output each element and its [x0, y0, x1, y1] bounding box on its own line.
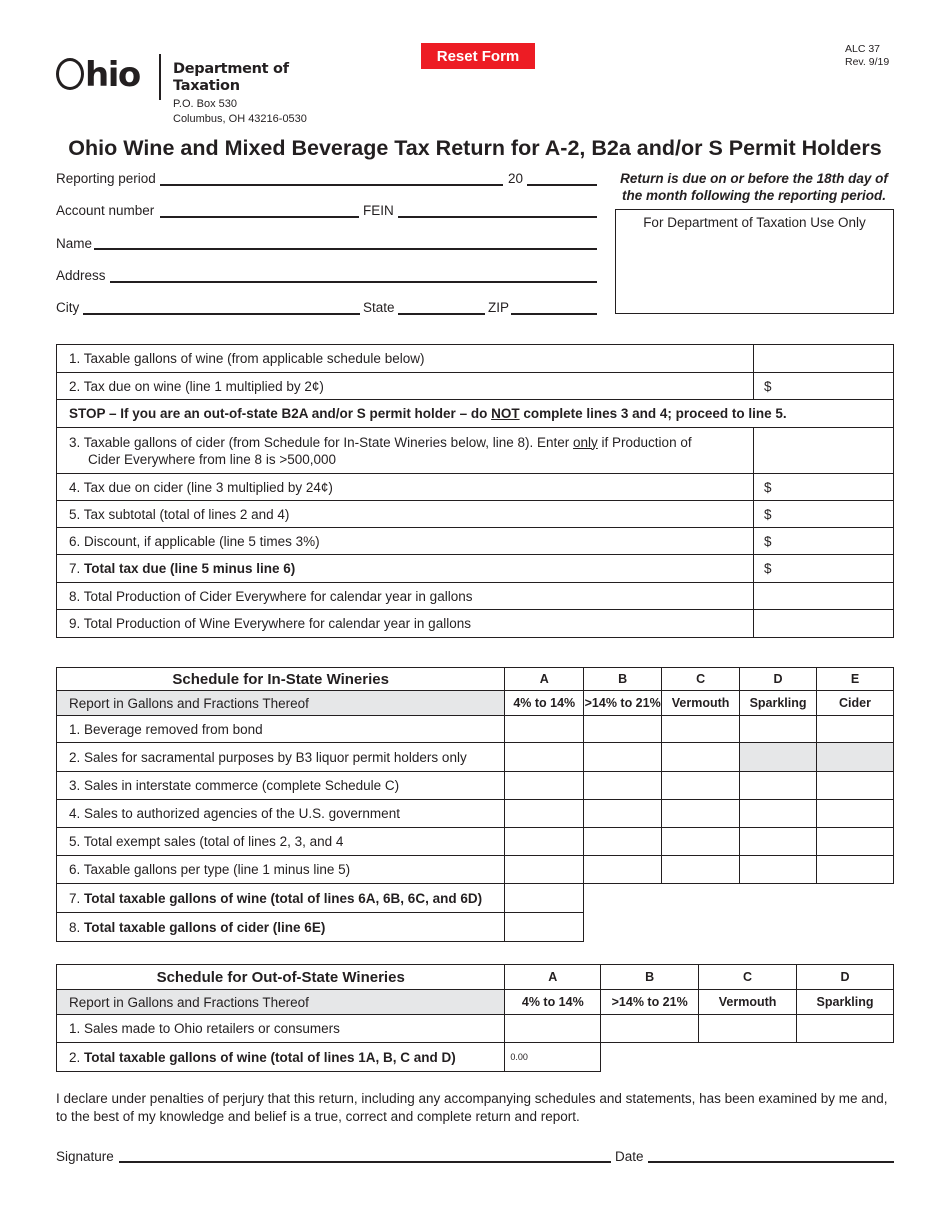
- line-2-row: [57, 373, 894, 400]
- account-number-label: Account number: [56, 203, 155, 218]
- instate-cell-1b[interactable]: [584, 716, 662, 743]
- outstate-schedule-table: [56, 964, 894, 1072]
- instate-cell-1a[interactable]: [505, 716, 584, 743]
- line-6-row: [57, 528, 894, 555]
- instate-cell-5c[interactable]: [662, 828, 740, 856]
- instate-cell-5d[interactable]: [740, 828, 817, 856]
- instate-row-8-label: 8. Total taxable gallons of cider (line 6E): [57, 913, 505, 942]
- instate-cell-4a[interactable]: [505, 800, 584, 828]
- ohio-logo-o-icon: [56, 58, 84, 90]
- instate-cell-3c[interactable]: [662, 772, 740, 800]
- instate-row-7-label: 7. Total taxable gallons of wine (total of lines 6A, 6B, 6C, and 6D): [57, 884, 505, 913]
- form-number: ALC 37 Rev. 9/19: [845, 43, 890, 68]
- outstate-title: Schedule for Out-of-State Wineries: [57, 965, 505, 990]
- reporting-period-field[interactable]: [160, 184, 503, 186]
- signature-field[interactable]: [119, 1161, 611, 1163]
- instate-cell-1e[interactable]: [817, 716, 894, 743]
- instate-subheader-row: [57, 691, 894, 716]
- instate-cell-4c[interactable]: [662, 800, 740, 828]
- instate-cell-3d[interactable]: [740, 772, 817, 800]
- line-4-label: 4. Tax due on cider (line 3 multiplied by 24¢): [57, 474, 754, 501]
- instate-cell-8a[interactable]: [505, 913, 584, 942]
- address-field[interactable]: [110, 281, 597, 283]
- date-label: Date: [615, 1149, 644, 1164]
- instate-row-label: 4. Sales to authorized agencies of the U.S. government: [57, 800, 505, 828]
- dollar-sign: $: [764, 506, 772, 522]
- due-date-notice: Return is due on or before the 18th day of the month following the reporting period.: [620, 171, 888, 203]
- outstate-cell-1a[interactable]: [505, 1015, 601, 1043]
- reset-form-button[interactable]: Reset Form: [421, 43, 535, 69]
- reporting-period-label: Reporting period: [56, 171, 156, 186]
- instate-cell-4b[interactable]: [584, 800, 662, 828]
- instate-cell-3a[interactable]: [505, 772, 584, 800]
- department-name: Department of Taxation: [173, 61, 289, 94]
- name-field[interactable]: [94, 248, 597, 250]
- line-5-input[interactable]: [754, 501, 894, 528]
- instate-cell-5a[interactable]: [505, 828, 584, 856]
- name-label: Name: [56, 236, 93, 251]
- instate-cell-6d[interactable]: [740, 856, 817, 884]
- instate-col-letter: B: [584, 668, 662, 691]
- perjury-declaration: I declare under penalties of perjury that this return, including any accompanying schedules and statements, has been examined by me and, to the best of my knowledge and belief is a true, correct and complete return and report.: [56, 1091, 888, 1124]
- line-2-label: 2. Tax due on wine (line 1 multiplied by 2¢): [57, 373, 754, 400]
- outstate-col-label: Vermouth: [699, 990, 797, 1015]
- line-6-label: 6. Discount, if applicable (line 5 times 3%): [57, 528, 754, 555]
- zip-label: ZIP: [488, 300, 510, 315]
- logo-divider: [159, 54, 161, 100]
- outstate-total-value[interactable]: 0.00: [505, 1043, 601, 1072]
- city-label: City: [56, 300, 80, 315]
- line-9-label: 9. Total Production of Wine Everywhere for calendar year in gallons: [57, 610, 754, 638]
- instate-col-label: Vermouth: [662, 691, 740, 716]
- stop-instruction-row: [57, 400, 894, 428]
- line-6-input[interactable]: [754, 528, 894, 555]
- dollar-sign: $: [764, 479, 772, 495]
- instate-row-5: [57, 828, 894, 856]
- instate-cell-5e[interactable]: [817, 828, 894, 856]
- line-8-row: [57, 583, 894, 610]
- instate-col-letter: E: [817, 668, 894, 691]
- instate-cell-1c[interactable]: [662, 716, 740, 743]
- line-7-input[interactable]: [754, 555, 894, 583]
- instate-cell-2d-disabled: [740, 743, 817, 772]
- line-3-label: 3. Taxable gallons of cider (from Schedule for In-State Wineries below, line 8). Enter only if Production of Cider Everywhere from line 8 is >500,000: [57, 428, 754, 474]
- date-field[interactable]: [648, 1161, 894, 1163]
- instate-cell-1d[interactable]: [740, 716, 817, 743]
- line-1-label: 1. Taxable gallons of wine (from applicable schedule below): [57, 345, 754, 373]
- instate-row-1: [57, 716, 894, 743]
- outstate-row-1: [57, 1015, 894, 1043]
- city-field[interactable]: [83, 313, 360, 315]
- instate-col-label: Cider: [817, 691, 894, 716]
- line-7-label: 7. Total tax due (line 5 minus line 6): [57, 555, 754, 583]
- line-3-input[interactable]: [754, 428, 894, 474]
- instate-cell-3b[interactable]: [584, 772, 662, 800]
- outstate-header-row: [57, 965, 894, 990]
- instate-title: Schedule for In-State Wineries: [57, 668, 505, 691]
- instate-cell-6b[interactable]: [584, 856, 662, 884]
- account-number-field[interactable]: [160, 216, 359, 218]
- line-5-label: 5. Tax subtotal (total of lines 2 and 4): [57, 501, 754, 528]
- line-4-row: [57, 474, 894, 501]
- stop-instruction: STOP – If you are an out-of-state B2A and/or S permit holder – do NOT complete lines 3 and 4; proceed to line 5.: [57, 400, 894, 428]
- instate-cell-7a[interactable]: [505, 884, 584, 913]
- line-8-input[interactable]: [754, 583, 894, 610]
- instate-schedule-table: [56, 667, 894, 942]
- line-1-row: [57, 345, 894, 373]
- instate-cell-2c[interactable]: [662, 743, 740, 772]
- instate-row-3: [57, 772, 894, 800]
- line-7-row: [57, 555, 894, 583]
- instate-row-8: [57, 913, 894, 942]
- instate-cell-3e[interactable]: [817, 772, 894, 800]
- instate-subtitle: Report in Gallons and Fractions Thereof: [57, 691, 505, 716]
- outstate-col-letter: C: [699, 965, 797, 990]
- return-lines-table: [56, 344, 894, 638]
- year-prefix-label: 20: [508, 171, 524, 186]
- state-label: State: [363, 300, 395, 315]
- outstate-cell-1d[interactable]: [797, 1015, 894, 1043]
- instate-row-7: [57, 884, 894, 913]
- dollar-sign: $: [764, 533, 772, 549]
- reporting-year-field[interactable]: [527, 184, 597, 186]
- instate-col-label: 4% to 14%: [505, 691, 584, 716]
- instate-cell-5b[interactable]: [584, 828, 662, 856]
- outstate-row-1-label: 1. Sales made to Ohio retailers or consumers: [57, 1015, 505, 1043]
- outstate-cell-1b[interactable]: [601, 1015, 699, 1043]
- instate-row-6: [57, 856, 894, 884]
- instate-col-label: Sparkling: [740, 691, 817, 716]
- instate-row-label: 1. Beverage removed from bond: [57, 716, 505, 743]
- dollar-sign: $: [764, 561, 772, 576]
- outstate-col-letter: B: [601, 965, 699, 990]
- line-5-row: [57, 501, 894, 528]
- outstate-col-label: Sparkling: [797, 990, 894, 1015]
- instate-row-label: 3. Sales in interstate commerce (complete Schedule C): [57, 772, 505, 800]
- instate-cell-2b[interactable]: [584, 743, 662, 772]
- fein-field[interactable]: [398, 216, 597, 218]
- outstate-subheader-row: [57, 990, 894, 1015]
- address-label: Address: [56, 268, 106, 283]
- outstate-col-label: 4% to 14%: [505, 990, 601, 1015]
- outstate-row-2-label: 2. Total taxable gallons of wine (total of lines 1A, B, C and D): [57, 1043, 505, 1072]
- instate-col-letter: A: [505, 668, 584, 691]
- office-use-box: For Department of Taxation Use Only: [615, 209, 894, 314]
- instate-row-4: [57, 800, 894, 828]
- line-9-input[interactable]: [754, 610, 894, 638]
- instate-cell-2a[interactable]: [505, 743, 584, 772]
- state-field[interactable]: [398, 313, 485, 315]
- ohio-logo: [56, 55, 140, 95]
- instate-header-row: [57, 668, 894, 691]
- line-8-label: 8. Total Production of Cider Everywhere for calendar year in gallons: [57, 583, 754, 610]
- outstate-cell-1c[interactable]: [699, 1015, 797, 1043]
- outstate-col-letter: A: [505, 965, 601, 990]
- line-1-input[interactable]: [754, 345, 894, 373]
- outstate-col-letter: D: [797, 965, 894, 990]
- instate-row-2: [57, 743, 894, 772]
- outstate-subtitle: Report in Gallons and Fractions Thereof: [57, 990, 505, 1015]
- instate-col-letter: D: [740, 668, 817, 691]
- line-4-input[interactable]: [754, 474, 894, 501]
- line-2-input[interactable]: [754, 373, 894, 400]
- instate-cell-4e[interactable]: [817, 800, 894, 828]
- instate-cell-6c[interactable]: [662, 856, 740, 884]
- zip-field[interactable]: [511, 313, 597, 315]
- outstate-col-label: >14% to 21%: [601, 990, 699, 1015]
- dollar-sign: $: [764, 378, 772, 394]
- instate-cell-6e[interactable]: [817, 856, 894, 884]
- fein-label: FEIN: [363, 203, 394, 218]
- instate-cell-2e-disabled: [817, 743, 894, 772]
- instate-col-label: >14% to 21%: [584, 691, 662, 716]
- instate-row-label: 5. Total exempt sales (total of lines 2, 3, and 4: [57, 828, 505, 856]
- line-9-row: [57, 610, 894, 638]
- signature-label: Signature: [56, 1149, 114, 1164]
- instate-cell-4d[interactable]: [740, 800, 817, 828]
- instate-row-label: 2. Sales for sacramental purposes by B3 liquor permit holders only: [57, 743, 505, 772]
- instate-row-label: 6. Taxable gallons per type (line 1 minus line 5): [57, 856, 505, 884]
- department-address: P.O. Box 530 Columbus, OH 43216-0530: [173, 98, 307, 125]
- instate-cell-6a[interactable]: [505, 856, 584, 884]
- instate-col-letter: C: [662, 668, 740, 691]
- outstate-row-2: [57, 1043, 894, 1072]
- ohio-logo-text: hio: [85, 55, 140, 95]
- form-title: Ohio Wine and Mixed Beverage Tax Return for A-2, B2a and/or S Permit Holders: [68, 136, 882, 160]
- line-3-row: [57, 428, 894, 474]
